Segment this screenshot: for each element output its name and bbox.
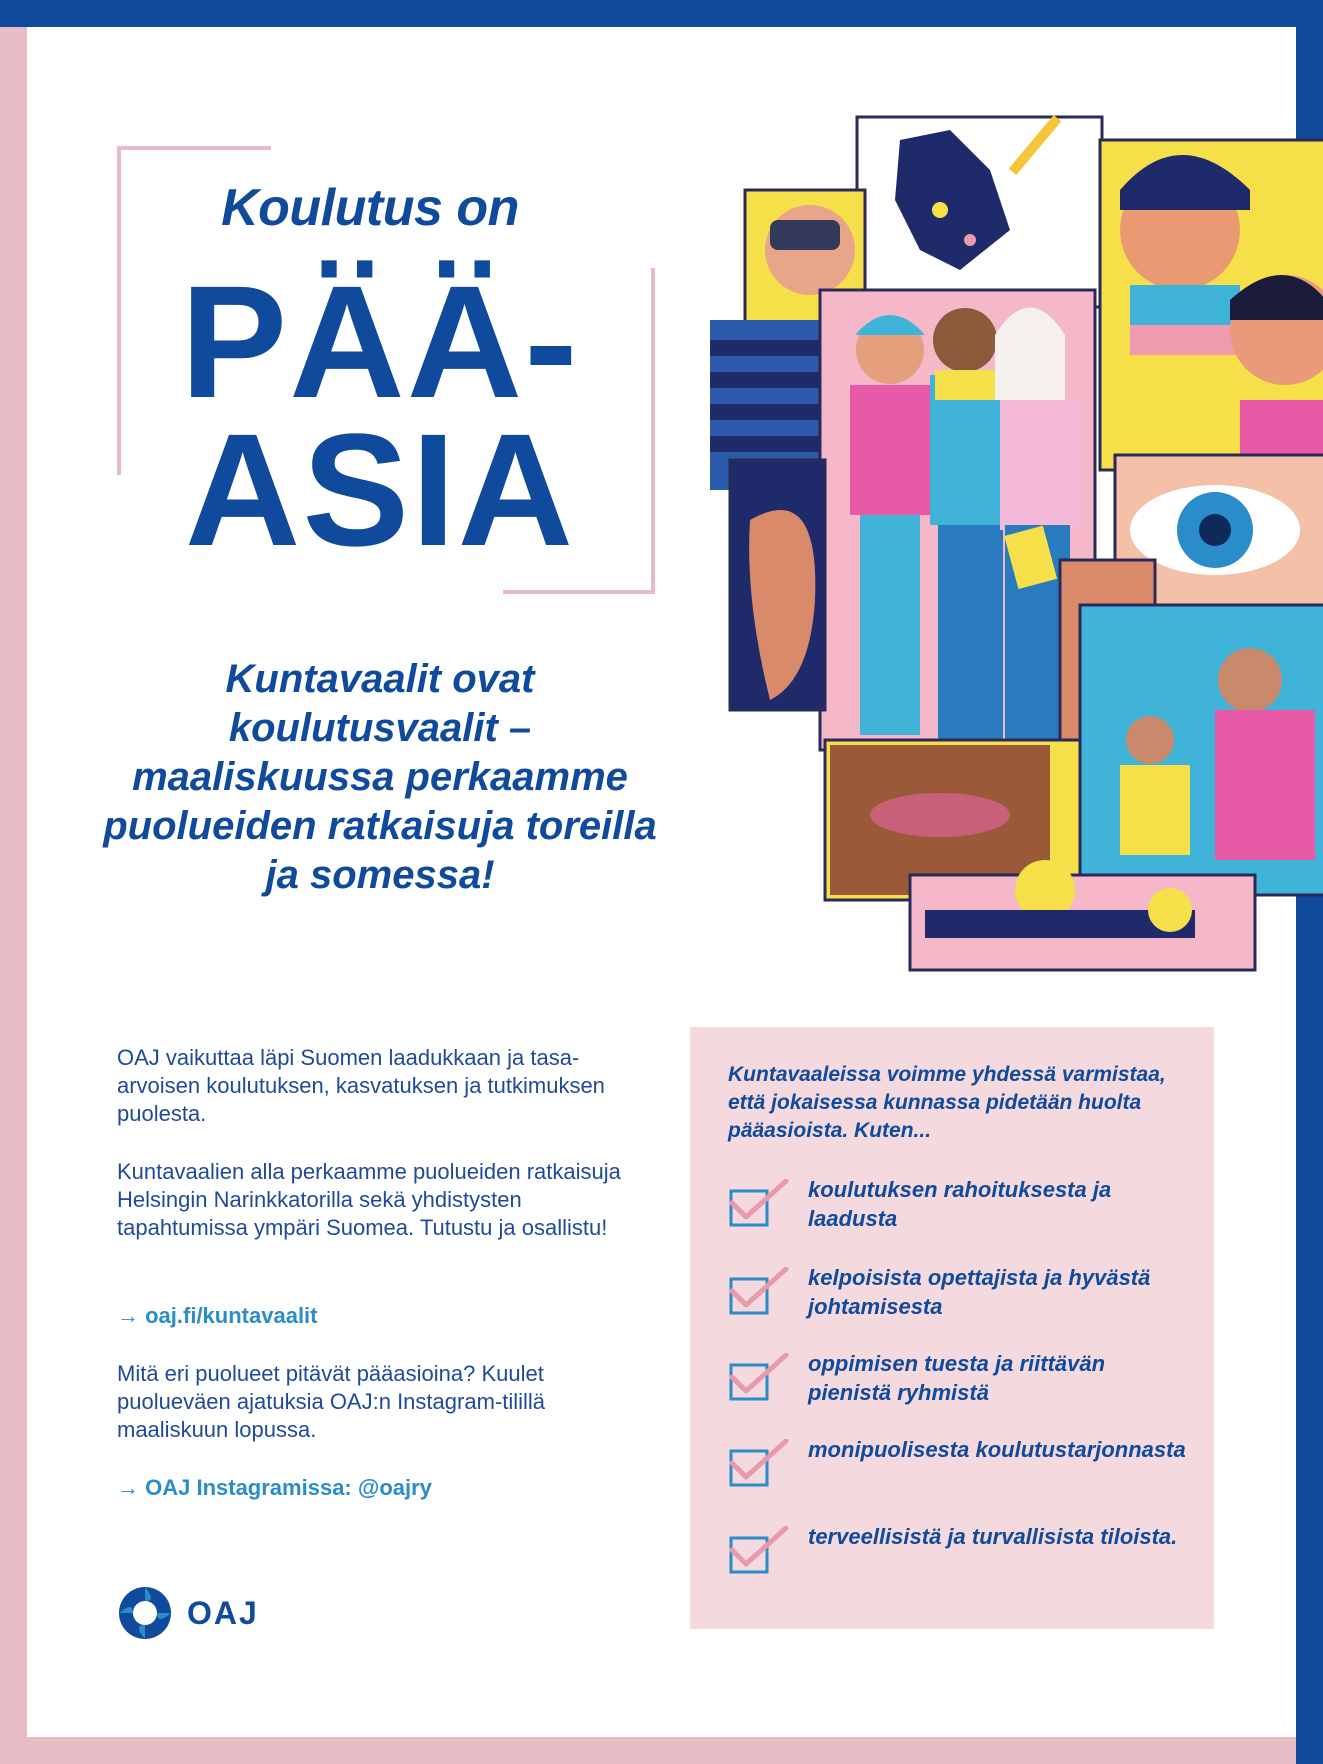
frame-top [0, 0, 1323, 27]
logo-text: OAJ [187, 1594, 259, 1631]
priority-item [728, 1263, 1198, 1323]
priority-item [728, 1522, 1198, 1582]
headline-line-2: PÄÄ- [180, 252, 580, 431]
priority-label: koulutuksen rahoituksesta ja laadusta [808, 1177, 1112, 1231]
checkbox-checked-icon [728, 1179, 790, 1229]
intro-paragraph: OAJ vaikuttaa läpi Suomen laadukkaan ja tasa-arvoisen koulutuksen, kasvatuksen ja tutkimuksen puolesta. [117, 1045, 605, 1126]
priority-item [728, 1175, 1198, 1235]
priority-item [728, 1349, 1198, 1409]
priority-label: oppimisen tuesta ja riittävän pienistä ryhmistä [808, 1351, 1106, 1405]
priority-label: kelpoisista opettajista ja hyvästä johtamisesta [808, 1265, 1151, 1319]
priority-item [728, 1435, 1198, 1495]
headline-line-1: Koulutus on [221, 179, 519, 237]
headline-line-3: ASIA [184, 400, 576, 579]
priority-label: terveellisistä ja turvallisista tiloista. [808, 1524, 1178, 1549]
checkbox-checked-icon [728, 1353, 790, 1403]
events-paragraph: Kuntavaalien alla perkaamme puolueiden ratkaisuja Helsingin Narinkkatorilla sekä yhdistysten tapahtumissa ympäri Suomea. Tutustu ja osallistu! [117, 1159, 621, 1240]
illustration-collage [710, 100, 1323, 1000]
kuntavaalit-link[interactable]: → oaj.fi/kuntavaalit [117, 1303, 318, 1328]
subheadline: Kuntavaalit ovat koulutusvaalit – maaliskuussa perkaamme puolueiden ratkaisuja toreilla ja somessa! [103, 657, 657, 897]
oaj-logo [117, 1585, 259, 1641]
priorities-intro: Kuntavaaleissa voimme yhdessä varmistaa, että jokaisessa kunnassa pidetään huolta pääasioista. Kuten... [728, 1063, 1166, 1142]
instagram-link[interactable]: → OAJ Instagramissa: @oajry [117, 1475, 432, 1500]
priority-label: monipuolisesta koulutustarjonnasta [808, 1437, 1186, 1462]
priorities-box [690, 1027, 1214, 1629]
oaj-logo-icon [117, 1585, 173, 1641]
instagram-paragraph: Mitä eri puolueet pitävät pääasioina? Kuulet puolueväen ajatuksia OAJ:n Instagram-tilillä maaliskuun lopussa. [117, 1361, 546, 1442]
frame-bottom [0, 1737, 1296, 1764]
checkbox-checked-icon [728, 1267, 790, 1317]
frame-left [0, 27, 27, 1764]
checkbox-checked-icon [728, 1439, 790, 1489]
checkbox-checked-icon [728, 1526, 790, 1576]
